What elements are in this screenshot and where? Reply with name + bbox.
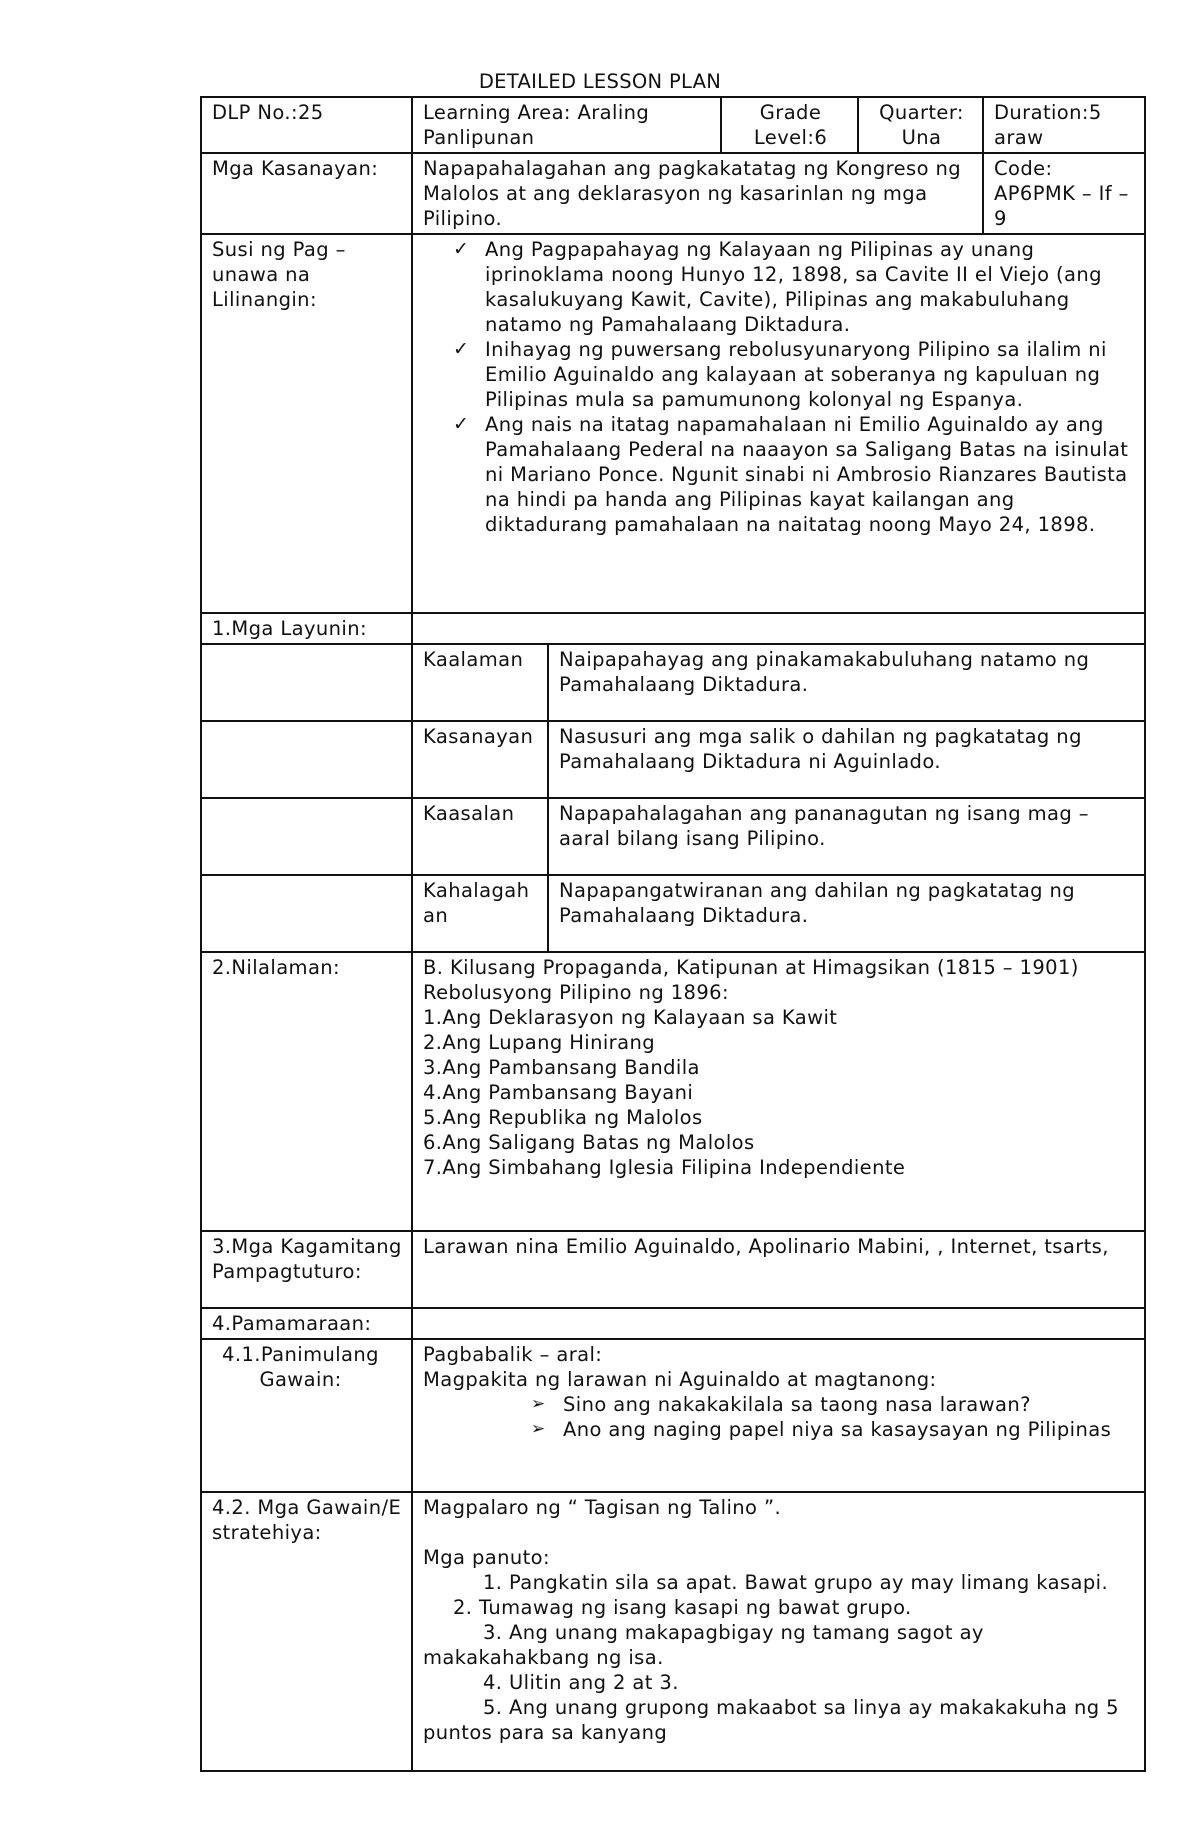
susi-list [423, 237, 1136, 537]
nilalaman-line: 3.Ang Pambansang Bandila [423, 1056, 700, 1079]
check-icon: ✓ [453, 413, 470, 435]
nilalaman-line: 6.Ang Saligang Batas ng Malolos [423, 1131, 755, 1154]
kasanayan-label: Mga Kasanayan: [201, 153, 412, 234]
duration: Duration:5 araw [983, 97, 1145, 153]
nilalaman-line: 2.Ang Lupang Hinirang [423, 1031, 655, 1054]
layunin-domain: Kasanayan [412, 721, 548, 798]
kagamitan-text: Larawan nina Emilio Aguinaldo, Apolinario Mabini, , Internet, tsarts, [412, 1231, 1145, 1308]
layunin-domain: Kaasalan [412, 798, 548, 875]
list-item [531, 1392, 1136, 1417]
layunin-spacer [201, 875, 412, 952]
nilalaman-line: Rebolusyong Pilipino ng 1896: [423, 981, 729, 1004]
list-item [453, 412, 1136, 537]
gawain-step: 2. Tumawag ng isang kasapi ng bawat grupo. [453, 1596, 912, 1619]
layunin-spacer [201, 721, 412, 798]
check-icon: ✓ [453, 238, 470, 260]
list-item [453, 237, 1136, 337]
panuto-label: Mga panuto: [423, 1546, 550, 1569]
dlp-number: DLP No.:25 [201, 97, 412, 153]
gawain-step: 5. Ang unang grupong makaabot sa linya ay makakakuha ng 5 puntos para sa kanyang [423, 1696, 1119, 1744]
quarter: Quarter: Una [858, 97, 983, 153]
gawain-content [412, 1492, 1145, 1771]
susi-item-text: Ang Pagpapahayag ng Kalayaan ng Pilipinas ay unang iprinoklama noong Hunyo 12, 1898, sa Cavite II el Viejo (ang kasalukuyang Kawit, Cavite), Pilipinas ang makabuluhang natamo ng Pamahalaang Diktadura. [485, 238, 1102, 336]
question-text: Ano ang naging papel niya sa kasaysayan ng Pilipinas [563, 1418, 1112, 1441]
nilalaman-line: B. Kilusang Propaganda, Katipunan at Himagsikan (1815 – 1901) [423, 956, 1079, 979]
pamamaraan-empty [412, 1308, 1145, 1339]
arrow-icon: ➢ [531, 1419, 546, 1439]
nilalaman-content [412, 952, 1145, 1231]
gawain-intro: Magpalaro ng “ Tagisan ng Talino ”. [423, 1496, 782, 1519]
layunin-text: Naipapahayag ang pinakamakabuluhang natamo ng Pamahalaang Diktadura. [548, 644, 1145, 721]
panimula-questions [423, 1392, 1136, 1442]
layunin-empty [412, 613, 1145, 644]
gawain-step: 1. Pangkatin sila sa apat. Bawat grupo ay may limang kasapi. [483, 1571, 1109, 1594]
learning-area: Learning Area: Araling Panlipunan [412, 97, 721, 153]
layunin-text: Nasusuri ang mga salik o dahilan ng pagkatatag ng Pamahalaang Diktadura ni Aguinlado. [548, 721, 1145, 798]
layunin-spacer [201, 798, 412, 875]
susi-label: Susi ng Pag – unawa na Lilinangin: [201, 234, 412, 613]
nilalaman-line: 5.Ang Republika ng Malolos [423, 1106, 703, 1129]
code-cell: Code: AP6PMK – If – 9 [983, 153, 1145, 234]
layunin-label: 1.Mga Layunin: [201, 613, 412, 644]
blank-line [423, 1520, 1136, 1545]
nilalaman-label: 2.Nilalaman: [201, 952, 412, 1231]
nilalaman-line: 4.Ang Pambansang Bayani [423, 1081, 694, 1104]
layunin-domain: Kahalagahan [412, 875, 548, 952]
kagamitan-label: 3.Mga Kagamitang Pampagtuturo: [201, 1231, 412, 1308]
question-text: Sino ang nakakakilala sa taong nasa larawan? [563, 1393, 1031, 1416]
document-title: DETAILED LESSON PLAN [478, 70, 722, 93]
panimula-label [201, 1339, 412, 1492]
nilalaman-line: 7.Ang Simbahang Iglesia Filipina Independiente [423, 1156, 906, 1179]
list-item [531, 1417, 1136, 1442]
arrow-icon: ➢ [531, 1394, 546, 1414]
layunin-text: Napapahalagahan ang pananagutan ng isang mag – aaral bilang isang Pilipino. [548, 798, 1145, 875]
lesson-plan-table [200, 96, 1146, 1772]
gawain-label: 4.2. Mga Gawain/Estratehiya: [201, 1492, 412, 1771]
layunin-text: Napapangatwiranan ang dahilan ng pagkatatag ng Pamahalaang Diktadura. [548, 875, 1145, 952]
nilalaman-line: 1.Ang Deklarasyon ng Kalayaan sa Kawit [423, 1006, 838, 1029]
grade-level: Grade Level:6 [721, 97, 858, 153]
panimula-line: Magpakita ng larawan ni Aguinaldo at magtanong: [423, 1368, 937, 1391]
panimula-content [412, 1339, 1145, 1492]
panimula-line: Pagbabalik – aral: [423, 1343, 603, 1366]
gawain-step: 3. Ang unang makapagbigay ng tamang sagot ay makakahakbang ng isa. [423, 1621, 984, 1669]
list-item [453, 337, 1136, 412]
layunin-spacer [201, 644, 412, 721]
susi-item-text: Ang nais na itatag napamahalaan ni Emilio Aguinaldo ay ang Pamahalaang Pederal na naaayon sa Saligang Batas na isinulat ni Mariano Ponce. Ngunit sinabi ni Ambrosio Rianzares Bautista na hindi pa handa ang Pilipinas kayat kailangan ang diktadurang pamahalaan na naitatag noong Mayo 24, 1898. [485, 413, 1129, 536]
pamamaraan-label: 4.Pamamaraan: [201, 1308, 412, 1339]
susi-item-text: Inihayag ng puwersang rebolusyunaryong Pilipino sa ilalim ni Emilio Aguinaldo ang kalayaan at soberanya ng kapuluan ng Pilipinas mula sa pamumunong kolonyal ng Espanya. [485, 338, 1107, 411]
susi-content [412, 234, 1145, 613]
panimula-label-text: 4.1.Panimulang Gawain: [222, 1343, 379, 1391]
kasanayan-text: Napapahalagahan ang pagkakatatag ng Kongreso ng Malolos at ang deklarasyon ng kasarinlan ng mga Pilipino. [412, 153, 983, 234]
layunin-domain: Kaalaman [412, 644, 548, 721]
gawain-step: 4. Ulitin ang 2 at 3. [483, 1671, 679, 1694]
check-icon: ✓ [453, 338, 470, 360]
